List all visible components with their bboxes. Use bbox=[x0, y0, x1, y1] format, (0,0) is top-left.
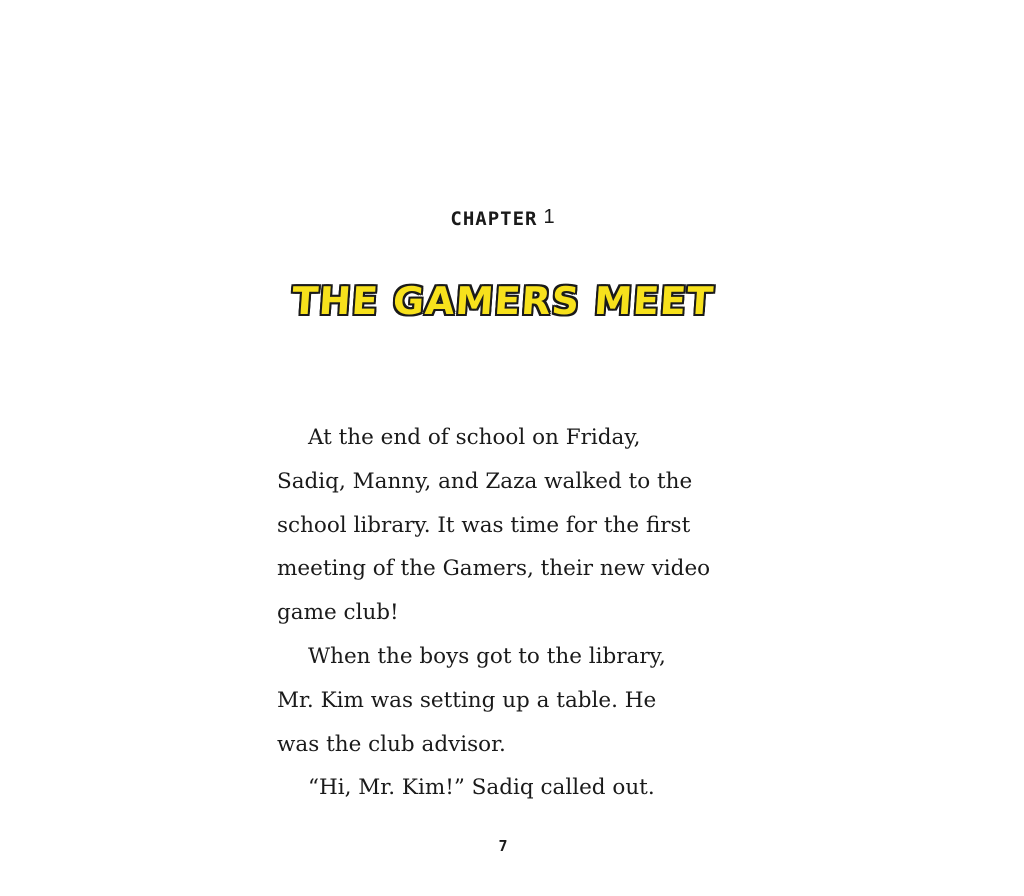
chapter-body bbox=[277, 416, 747, 810]
paragraph-line: meeting of the Gamers, their new video bbox=[277, 556, 711, 582]
paragraph-line: Sadiq, Manny, and Zaza walked to the bbox=[277, 468, 693, 494]
paragraph-line: Mr. Kim was setting up a table. He bbox=[277, 687, 657, 713]
paragraph-line: game club! bbox=[277, 600, 399, 626]
paragraph-line: was the club advisor. bbox=[277, 731, 506, 757]
paragraph-line: “Hi, Mr. Kim!” Sadiq called out. bbox=[308, 775, 655, 801]
chapter-heading bbox=[0, 205, 1006, 233]
chapter-title: THE GAMERS MEET bbox=[290, 279, 716, 323]
paragraph-line: school library. It was time for the first bbox=[277, 512, 691, 538]
paragraph-line: When the boys got to the library, bbox=[308, 643, 666, 669]
page-number: 7 bbox=[498, 837, 508, 855]
chapter-label: CHAPTER bbox=[450, 208, 538, 230]
chapter-number: 1 bbox=[543, 206, 556, 228]
paragraph-line: At the end of school on Friday, bbox=[308, 425, 641, 450]
